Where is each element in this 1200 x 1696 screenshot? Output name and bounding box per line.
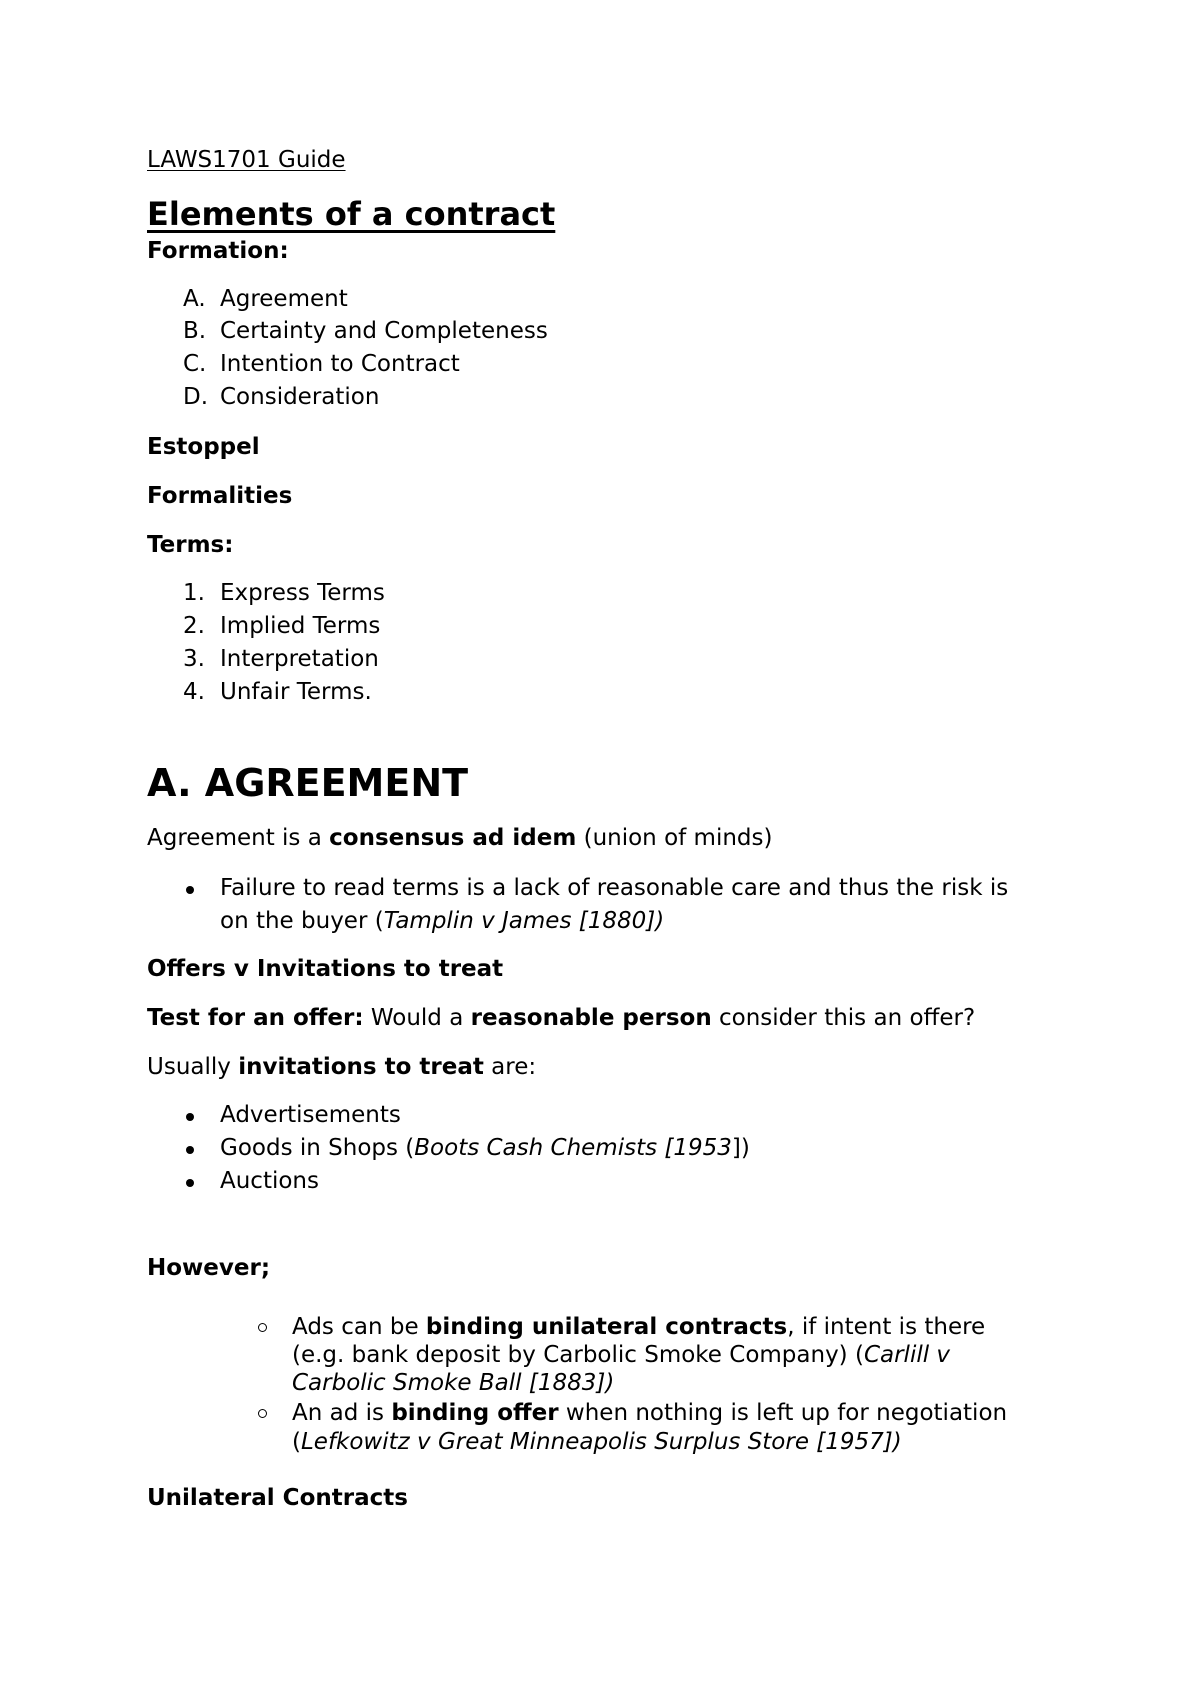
terms-heading: Terms:: [147, 532, 234, 558]
bullet-text: Goods in Shops (: [220, 1135, 415, 1161]
sub-bullet-line: [292, 1341, 950, 1369]
bullet-item: Auctions: [220, 1168, 319, 1194]
sub-bullet-text: when nothing is left up for negotiation: [558, 1400, 1008, 1426]
list-item: Consideration: [220, 384, 380, 410]
list-label: D.: [183, 384, 209, 410]
however-heading: However;: [147, 1255, 271, 1281]
intro-text: (union of minds): [576, 825, 773, 851]
list-item: Interpretation: [220, 646, 379, 672]
bullet-item: Advertisements: [220, 1102, 401, 1128]
sub-bullet-bold-term: binding offer: [391, 1400, 559, 1426]
bullet-icon: [186, 1113, 194, 1121]
list-label: 2.: [183, 613, 205, 639]
usually-text: are:: [483, 1054, 537, 1080]
list-item: Certainty and Completeness: [220, 318, 548, 344]
section-heading-agreement: A. AGREEMENT: [147, 761, 469, 805]
list-label: A.: [183, 286, 206, 312]
unilateral-contracts-heading: Unilateral Contracts: [147, 1485, 408, 1511]
agreement-intro: [147, 823, 772, 853]
sub-bullet-text: , if intent is there: [787, 1314, 986, 1340]
list-label: C.: [183, 351, 207, 377]
bullet-item-line: Failure to read terms is a lack of reasonable care and thus the risk is: [220, 875, 1009, 901]
sub-bullet-bold-term: binding unilateral contracts: [425, 1314, 788, 1340]
bullet-item-line: [220, 906, 664, 936]
formalities-heading: Formalities: [147, 483, 293, 509]
case-citation: Boots Cash Chemists [1953: [414, 1135, 732, 1161]
estoppel-heading: Estoppel: [147, 434, 260, 460]
offers-heading: Offers v Invitations to treat: [147, 956, 504, 982]
sub-bullet-text: Ads can be: [292, 1314, 426, 1340]
list-label: 1.: [183, 580, 205, 606]
usually-bold-term: invitations to treat: [238, 1054, 484, 1080]
bullet-icon: [186, 1146, 194, 1154]
list-item: Implied Terms: [220, 613, 381, 639]
sub-bullet-line: [292, 1313, 985, 1341]
test-text: Would a: [363, 1005, 471, 1031]
document-course-title: LAWS1701 Guide: [147, 147, 346, 173]
bullet-text: ]): [731, 1135, 750, 1161]
sub-bullet-text: (e.g. bank deposit by Carbolic Smoke Company) (: [292, 1342, 864, 1368]
intro-bold-term: consensus ad idem: [329, 825, 577, 851]
bullet-icon: [186, 886, 194, 894]
circle-bullet-icon: [258, 1323, 267, 1332]
list-label: 4.: [183, 679, 205, 705]
list-label: 3.: [183, 646, 205, 672]
test-for-offer: [147, 1003, 975, 1033]
formation-heading: Formation:: [147, 238, 289, 264]
page-title: Elements of a contract: [147, 195, 556, 233]
sub-bullet-text: (: [292, 1429, 301, 1455]
case-citation: Tamplin v James [1880]): [383, 908, 665, 934]
sub-bullet-line: [292, 1369, 614, 1397]
bullet-text: on the buyer (: [220, 908, 384, 934]
bullet-item: [220, 1133, 750, 1163]
list-item: Intention to Contract: [220, 351, 460, 377]
list-item: Unfair Terms.: [220, 679, 372, 705]
circle-bullet-icon: [258, 1409, 267, 1418]
test-label: Test for an offer:: [147, 1005, 364, 1031]
sub-bullet-text: An ad is: [292, 1400, 392, 1426]
case-citation: Lefkowitz v Great Minneapolis Surplus Store [1957]): [300, 1429, 902, 1455]
sub-bullet-line: [292, 1428, 902, 1456]
case-citation: Carlill v: [863, 1342, 951, 1368]
usually-text: Usually: [147, 1054, 239, 1080]
usually-line: [147, 1052, 536, 1082]
sub-bullet-line: [292, 1399, 1007, 1427]
list-item: Express Terms: [220, 580, 385, 606]
test-text: consider this an offer?: [711, 1005, 976, 1031]
test-bold-term: reasonable person: [470, 1005, 712, 1031]
list-item: Agreement: [220, 286, 348, 312]
case-citation: Carbolic Smoke Ball [1883]): [292, 1370, 615, 1396]
intro-text: Agreement is a: [147, 825, 330, 851]
list-label: B.: [183, 318, 207, 344]
bullet-icon: [186, 1179, 194, 1187]
